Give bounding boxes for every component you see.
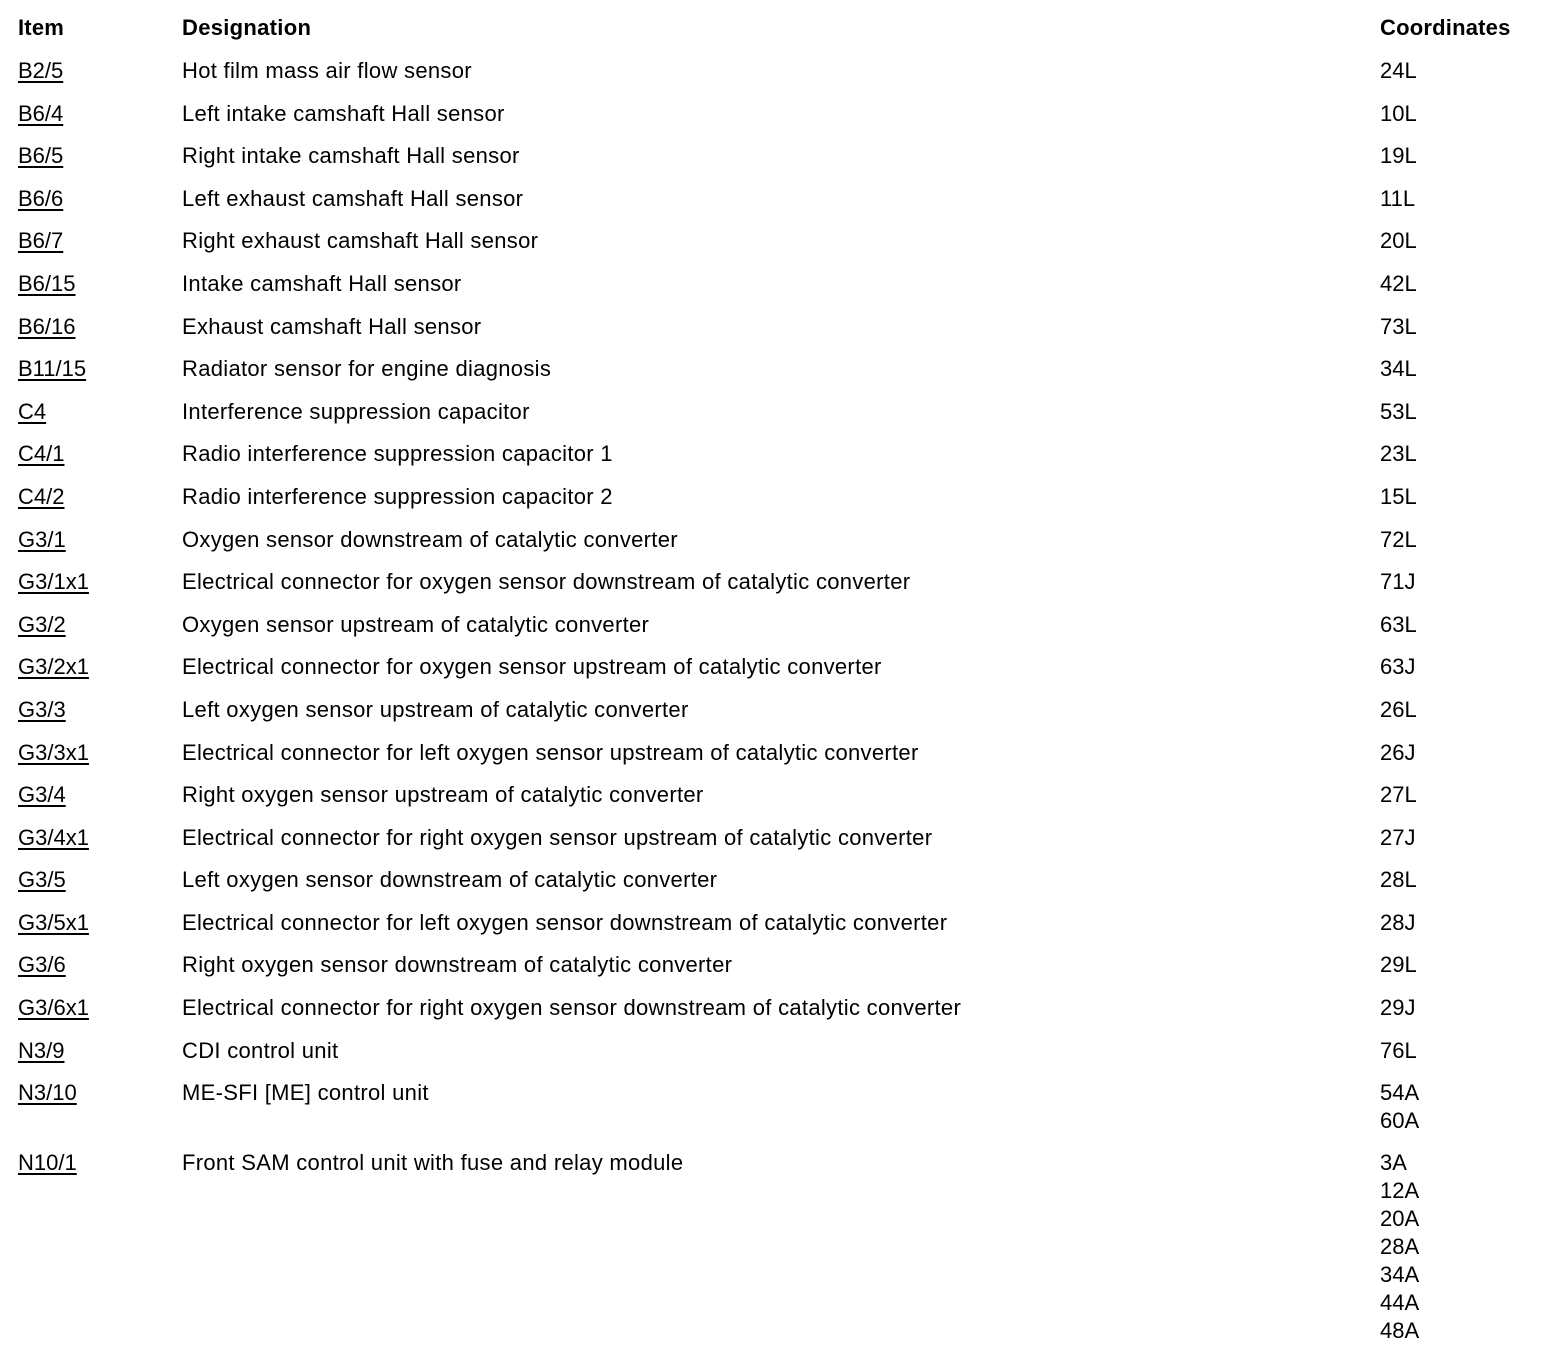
coordinate-value: 20L: [1380, 228, 1417, 254]
coordinates-cell: [1380, 398, 1548, 426]
coordinates-cell: [1380, 142, 1548, 170]
coordinate-value: 34L: [1380, 356, 1417, 382]
item-cell: [18, 526, 182, 554]
coordinates-cell: [1380, 696, 1548, 724]
table-row: [18, 142, 1548, 185]
item-cell: [18, 781, 182, 809]
item-link[interactable]: G3/5x1: [18, 909, 89, 935]
coordinates-cell: [1380, 994, 1548, 1022]
table-row: [18, 270, 1548, 313]
designation-cell: Radiator sensor for engine diagnosis: [182, 356, 552, 382]
item-link[interactable]: C4/2: [18, 483, 65, 509]
item-link[interactable]: G3/2: [18, 611, 66, 637]
item-cell: [18, 739, 182, 767]
table-row: [18, 355, 1548, 398]
item-cell: [18, 994, 182, 1022]
item-cell: [18, 909, 182, 937]
table-row: [18, 1149, 1548, 1359]
table-header: [18, 14, 1548, 57]
coordinate-value: 72L: [1380, 526, 1417, 552]
item-link[interactable]: G3/6x1: [18, 995, 89, 1021]
coordinate-value: 15L: [1380, 483, 1417, 509]
coordinates-cell: [1380, 1079, 1548, 1135]
designation-cell: Electrical connector for left oxygen sensor downstream of catalytic converter: [182, 909, 948, 935]
coordinates-cell: [1380, 355, 1548, 383]
coordinate-value: 54A: [1380, 1080, 1420, 1106]
coordinates-cell: [1380, 185, 1548, 213]
coordinates-cell: [1380, 483, 1548, 511]
designation-cell: Intake camshaft Hall sensor: [182, 270, 462, 296]
table-row: [18, 568, 1548, 611]
coordinates-cell: [1380, 57, 1548, 85]
item-cell: [18, 100, 182, 128]
item-link[interactable]: G3/5: [18, 867, 66, 893]
item-cell: [18, 568, 182, 596]
coordinate-value: 28J: [1380, 909, 1416, 935]
designation-cell: Left oxygen sensor upstream of catalytic converter: [182, 696, 689, 722]
table-row: [18, 696, 1548, 739]
item-cell: [18, 1079, 182, 1107]
coordinates-cell: [1380, 568, 1548, 596]
designation-cell: Front SAM control unit with fuse and relay module: [182, 1150, 684, 1176]
table-row: [18, 526, 1548, 569]
item-cell: [18, 142, 182, 170]
item-cell: [18, 611, 182, 639]
designation-cell: Right oxygen sensor downstream of catalytic converter: [182, 952, 733, 978]
item-cell: [18, 1037, 182, 1065]
item-cell: [18, 440, 182, 468]
designation-cell: Oxygen sensor upstream of catalytic converter: [182, 611, 650, 637]
item-link[interactable]: G3/6: [18, 952, 66, 978]
coordinate-value: 3A: [1380, 1150, 1407, 1176]
designation-cell: Electrical connector for oxygen sensor downstream of catalytic converter: [182, 569, 911, 595]
coordinates-cell: [1380, 611, 1548, 639]
coordinates-cell: [1380, 866, 1548, 894]
item-link[interactable]: G3/1x1: [18, 569, 89, 595]
coordinate-value: 44A: [1380, 1290, 1420, 1316]
item-link[interactable]: B6/15: [18, 270, 76, 296]
coordinates-cell: [1380, 1037, 1548, 1065]
designation-cell: Electrical connector for oxygen sensor upstream of catalytic converter: [182, 654, 882, 680]
coordinate-value: 27J: [1380, 824, 1416, 850]
item-cell: [18, 313, 182, 341]
table-row: [18, 1079, 1548, 1149]
coordinates-cell: [1380, 440, 1548, 468]
header-coordinates: Coordinates: [1380, 15, 1511, 40]
header-item: Item: [18, 15, 65, 40]
coordinate-value: 20A: [1380, 1206, 1420, 1232]
table-row: [18, 653, 1548, 696]
table-row: [18, 440, 1548, 483]
coordinate-value: 48A: [1380, 1318, 1420, 1344]
table-row: [18, 185, 1548, 228]
item-link[interactable]: B6/4: [18, 100, 64, 126]
table-row: [18, 951, 1548, 994]
coordinate-value: 26L: [1380, 696, 1417, 722]
coordinate-value: 53L: [1380, 398, 1417, 424]
item-link[interactable]: B6/5: [18, 143, 64, 169]
designation-cell: ME-SFI [ME] control unit: [182, 1080, 429, 1106]
designation-cell: Hot film mass air flow sensor: [182, 58, 472, 83]
coordinate-value: 23L: [1380, 441, 1417, 467]
coordinate-value: 26J: [1380, 739, 1416, 765]
designation-cell: Right exhaust camshaft Hall sensor: [182, 228, 539, 254]
item-cell: [18, 185, 182, 213]
designation-cell: Electrical connector for right oxygen sensor downstream of catalytic converter: [182, 995, 962, 1021]
coordinate-value: 28A: [1380, 1234, 1420, 1260]
item-link[interactable]: N3/9: [18, 1037, 65, 1063]
coordinates-cell: [1380, 781, 1548, 809]
item-cell: [18, 355, 182, 383]
item-link[interactable]: G3/3x1: [18, 739, 89, 765]
item-cell: [18, 653, 182, 681]
coordinate-value: 11L: [1380, 185, 1416, 211]
coordinate-value: 73L: [1380, 313, 1417, 339]
table-row: [18, 866, 1548, 909]
item-cell: [18, 483, 182, 511]
table-row: [18, 994, 1548, 1037]
designation-cell: Radio interference suppression capacitor 2: [182, 483, 613, 509]
header-designation: Designation: [182, 15, 312, 40]
coordinate-value: 28L: [1380, 867, 1417, 893]
coordinate-value: 63L: [1380, 611, 1417, 637]
designation-cell: Electrical connector for right oxygen sensor upstream of catalytic converter: [182, 824, 933, 850]
designation-cell: Electrical connector for left oxygen sensor upstream of catalytic converter: [182, 739, 919, 765]
coordinate-value: 34A: [1380, 1262, 1420, 1288]
table-row: [18, 611, 1548, 654]
table-row: [18, 398, 1548, 441]
coordinate-value: 27L: [1380, 782, 1417, 808]
designation-cell: Exhaust camshaft Hall sensor: [182, 313, 482, 339]
item-link[interactable]: G3/2x1: [18, 654, 89, 680]
table-row: [18, 739, 1548, 782]
designation-cell: Left oxygen sensor downstream of catalytic converter: [182, 867, 718, 893]
coordinates-cell: [1380, 951, 1548, 979]
item-cell: [18, 57, 182, 85]
coordinate-value: 76L: [1380, 1037, 1417, 1063]
item-link[interactable]: C4/1: [18, 441, 65, 467]
coordinate-value: 24L: [1380, 58, 1417, 83]
item-link[interactable]: N10/1: [18, 1150, 77, 1176]
table-row: [18, 313, 1548, 356]
item-cell: [18, 951, 182, 979]
designation-cell: Left intake camshaft Hall sensor: [182, 100, 505, 126]
coordinate-value: 10L: [1380, 100, 1417, 126]
coordinates-cell: [1380, 909, 1548, 937]
designation-cell: Right intake camshaft Hall sensor: [182, 143, 520, 169]
designation-cell: Interference suppression capacitor: [182, 398, 530, 424]
item-cell: [18, 227, 182, 255]
coordinates-cell: [1380, 1149, 1548, 1345]
item-link[interactable]: B2/5: [18, 58, 64, 83]
coordinates-cell: [1380, 653, 1548, 681]
coordinate-value: 42L: [1380, 270, 1417, 296]
table-row: [18, 781, 1548, 824]
item-link[interactable]: C4: [18, 398, 47, 424]
coordinates-cell: [1380, 739, 1548, 767]
item-cell: [18, 696, 182, 724]
designation-cell: Radio interference suppression capacitor 1: [182, 441, 613, 467]
coordinate-value: 29J: [1380, 995, 1416, 1021]
coordinate-value: 12A: [1380, 1178, 1420, 1204]
item-link[interactable]: B6/6: [18, 185, 64, 211]
coordinates-cell: [1380, 100, 1548, 128]
component-table: [18, 14, 1548, 1359]
coordinate-value: 63J: [1380, 654, 1416, 680]
table-row: [18, 824, 1548, 867]
item-link[interactable]: G3/4x1: [18, 824, 89, 850]
coordinates-cell: [1380, 824, 1548, 852]
designation-cell: Oxygen sensor downstream of catalytic converter: [182, 526, 678, 552]
item-cell: [18, 1149, 182, 1177]
item-link[interactable]: G3/3: [18, 696, 66, 722]
coordinate-value: 19L: [1380, 143, 1417, 169]
designation-cell: Left exhaust camshaft Hall sensor: [182, 185, 524, 211]
item-cell: [18, 398, 182, 426]
item-cell: [18, 270, 182, 298]
item-link[interactable]: B6/7: [18, 228, 64, 254]
table-row: [18, 909, 1548, 952]
table-row: [18, 227, 1548, 270]
item-link[interactable]: B6/16: [18, 313, 76, 339]
table-row: [18, 57, 1548, 100]
coordinates-cell: [1380, 313, 1548, 341]
designation-cell: Right oxygen sensor upstream of catalytic converter: [182, 782, 704, 808]
table-row: [18, 483, 1548, 526]
designation-cell: CDI control unit: [182, 1037, 339, 1063]
coordinates-cell: [1380, 227, 1548, 255]
coordinates-cell: [1380, 270, 1548, 298]
coordinate-value: 60A: [1380, 1108, 1420, 1134]
table-row: [18, 1037, 1548, 1080]
item-link[interactable]: G3/4: [18, 782, 66, 808]
item-cell: [18, 866, 182, 894]
table-row: [18, 100, 1548, 143]
coordinate-value: 71J: [1380, 569, 1416, 595]
coordinates-cell: [1380, 526, 1548, 554]
item-link[interactable]: G3/1: [18, 526, 66, 552]
item-cell: [18, 824, 182, 852]
item-link[interactable]: N3/10: [18, 1080, 77, 1106]
item-link[interactable]: B11/15: [18, 356, 87, 382]
coordinate-value: 29L: [1380, 952, 1417, 978]
table-body: [18, 57, 1548, 1359]
